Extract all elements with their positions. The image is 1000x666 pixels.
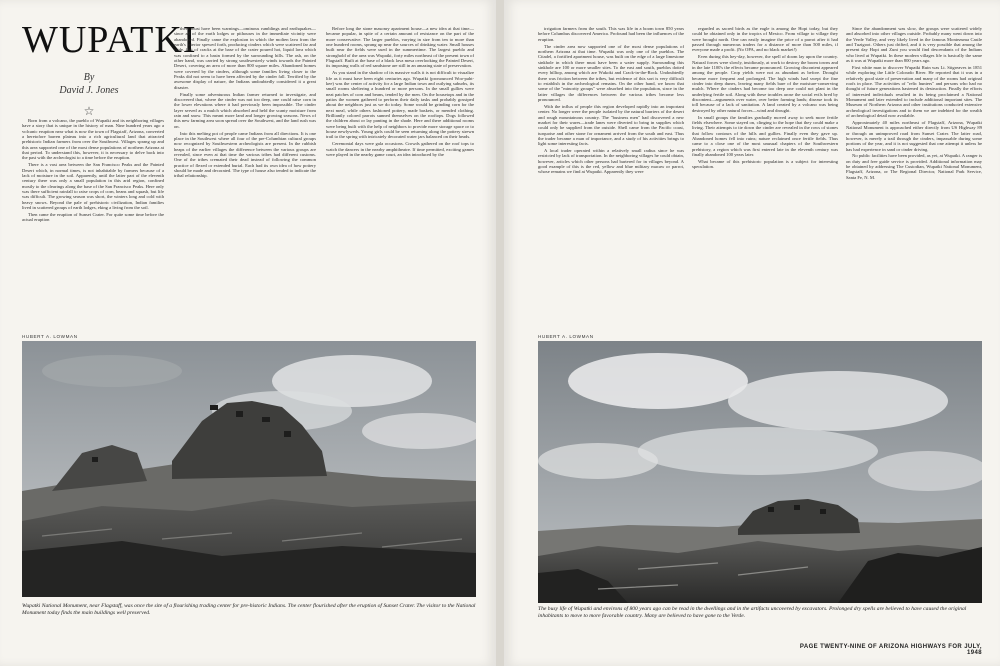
page-gutter: [496, 0, 504, 666]
paragraph: The cinder area now supported one of the most dense populations of northern Arizona at that time. Wupatki was only one of the pueblos. The Citadel, a fortified apartment house, was built on the edge of a large limestone sinkhole in which there must have been a water supply. Surrounding this sinkhole are 100 or more smaller sites. To the east and south, pueblos dotted every hilltop, among which are Wukoki and Crack-in-the-Rock. Undoubtedly there was friction between the tribes, but evidence of this sort is very difficult to establish in the archeological remains. On the other hand, we know that some of the "minority groups" were absorbed into the population, since in the latter villages the differences between the various tribes become less pronounced.: [538, 43, 684, 102]
paragraph: There is a vast area between the San Francisco Peaks and the Painted Desert which, in normal times, is not inhabitable by farmers because of a lack of moisture in the soil. Apparently, until the latter part of the eleventh century there was only a small population in this arid region, confined mostly to the clearings along the base of the San Francisco Peaks. Here only was there sufficient rainfall to raise crops of corn, beans and squash, but life was difficult. The growing season was short, the winters long and cold with heavy snows. Beyond the pale of prehistoric civilization, Indian families lived in scattered groups of earth lodges, eking a living from the soil.: [22, 162, 164, 210]
star-ornament-icon: ☆: [83, 104, 95, 118]
paragraph: there must have been warnings—ominous rumblings and earthquakes—since all of the earth lodges or pithouses in the immediate vicinity were abandoned. Finally came the explosion in which the molten lava from the earth's interior spewed forth, producing cinders which were scattered far and wide. Out of cracks at the base of the crater poured hot, liquid lava which was confined to a basin formed by the surrounding hills. The ash, on the other hand, was carried by strong southwesterly winds towards the Painted Desert, covering an area of more than 800 square miles. Abandoned homes were covered by the cinders, although some families living closer to the Peaks did not seem to have been affected by the cinder fall. Terrified by the awesome display of nature, the Indians undoubtedly considered it a great disaster.: [174, 26, 316, 90]
paragraph: A local trader operated within a relatively small radius since he was restricted by lack of transportation. In the neighboring villages he could obtain, however, articles which other persons had bartered for in villages beyond. A good example of this is the red, yellow and blue military macaw or parrot, whose remains we find at Wupatki. Apparently they were: [538, 148, 684, 175]
page-footer: PAGE TWENTY-NINE OF ARIZONA HIGHWAYS FOR JULY, 1948: [799, 644, 982, 656]
photo-credit-left: HUBERT A. LOWMAN: [22, 334, 78, 339]
photo-caption-left: Wupatki National Monument, near Flagstaff, was once the site of a flourishing trading center for pre-historic Indians. The center flourished after the eruption of Sunset Crater. The visitor to the National Monument today finds the main buildings well preserved.: [22, 603, 476, 616]
paragraph: Born from a volcano, the pueblo of Wupatki and its neighboring villages have a story that is unique in the history of man. Nine hundred years ago a volcanic eruption near what is now the town of Flagstaff, Arizona, converted a heretofore barren plateau into a rich agricultural land that attracted prehistoric Indian farmers from over the Southwest. Villages sprang up and this area supported one of the most dense populations of northern Arizona at that period. To understand this, however, it is necessary to delve back into the past with the archeologist to a time before the eruption.: [22, 118, 164, 161]
byline-by: By: [83, 72, 95, 83]
paragraph: Then came the eruption of Sunset Crater. For quite some time before the actual eruption: [22, 211, 164, 223]
paragraph: Even during this hey-day, however, the spell of doom lay upon the country. Natural forces were slowly, insidiously, at work to destroy the boom towns and in the late 1100's the effects became pronounced. Growing discontent appeared among the people. Crop yields were not as abundant as before. Drought became more frequent and prolonged. The high winds had swept the fine cinder into deep dunes, leaving many fields bare of the moisture-conserving mulch. Where the cinders had become too deep one could not plant in the underlying fertile soil. Along with these troubles arose the social evils bred by discontent—arguments over water, over better farming lands; disease took its toll because of a lack of sanitation. A land created by a volcano was being destroyed by other natural forces—wind and drought.: [692, 54, 838, 113]
right-column-2: [692, 26, 838, 332]
left-column-1: [22, 118, 164, 332]
photo-caption-right: The busy life of Wupatki and environs of 800 years ago can be read in the dwellings and in the artifacts uncovered by excavators. Prolonged dry spells are believed to have caused the original inhabitants to move to more favorable country. Many are believed to have gone to the Verde.: [538, 606, 967, 619]
paragraph: irrigation farmers from the south. This was life in a boom town 850 years before Columbus discovered America. Profound had been the influences of the eruption.: [538, 26, 684, 42]
paragraph: Into this melting pot of people came Indians from all directions. It is one place in the Southwest where all four of the pre-Columbian cultural groups now recognized by Southwestern archeologists are present. In the rubbish heaps of the earlier villages the difference between the various groups are revealed, since even at that time the various tribes had different customs. One of the tribes cremated their dead instead of following the common practice of flexed or extended burial. Each had its own idea of how pottery should be made and decorated. The type of house also tended to indicate the tribal relationship.: [174, 130, 316, 179]
paragraph: No public facilities have been provided, as yet, at Wupatki. A ranger is on duty and free guide service is provided. Additional information may be obtained by addressing The Custodian, Wupatki National Monument, Flagstaff, Arizona, or The Regional Director, National Park Service, Santa Fe, N. M.: [846, 153, 982, 180]
left-column-2: [174, 26, 316, 332]
article-title: WUPATKI: [22, 19, 197, 61]
title-block: [22, 19, 197, 119]
author-name: David J. Jones: [59, 85, 119, 96]
paragraph: Finally some adventurous Indian farmer returned to investigate, and discovered that, where the cinder was not too deep, one could raise corn in the lower elevations where it had previously been impossible. The cinder layer served as a mulch which absorbed and held the scanty moisture from rain and snow. This meant more land and longer growing seasons. News of this new farming area soon spread over the Southwest, and the land rush was on.: [174, 91, 316, 129]
paragraph: As you stand in the shadow of its massive walls it is not difficult to visualize life as it must have been eight centuries ago. Wupatki (pronounced Woo-paht-kee) was the center of activity for a large Indian town and outlying suburbs, its small rooms sheltering a hundred or more persons. In the small gullies were neat patches of corn and beans, tended by the men. On the housetops and in the patios the women gathered to perform their daily tasks and probably gossiped about the neighbors just as we do today. Some would be grinding corn for the next meal, while others fashioned pottery, made baskets, or mended clothing. Brilliantly colored parrots sunned themselves on the rooftops. Dogs followed the children about or lay panting in the shade. Here and there additional rooms were being built with the help of neighbors to provide more storage space or to house newlyweds. Young girls could be seen returning along the pottery strewn trail to the spring with intricately decorated water jars balanced on their heads.: [326, 70, 474, 140]
paragraph: regarded as sacred birds as the eagle is among the Hopi today, but they could be obtained only in the tropics of Mexico. From village to village they were brought north. One can easily imagine the price of a parrot after it had passed through numerous traders for a distance of more than 500 miles, if everyone made a profit. (No OPA, and no black market!): [692, 26, 838, 53]
right-page: [504, 0, 1000, 666]
ruins-illustration-left: [22, 341, 476, 597]
paragraph: With the influx of people this region developed rapidly into an important center. No longer were the people isolated by the natural barriers of the desert and rough mountainous country. The "business men" had discovered a new market for their wares—trade lanes were diverted to bring in supplies which could only be supplied from the outside. Shell came from the Pacific coast, turquoise and other stone for ornament arrived from the south and east. Thus the trader became a man of importance, and a study of his activities brings to light some interesting facts.: [538, 103, 684, 147]
paragraph: What became of this prehistoric population is a subject for interesting speculation.: [692, 158, 838, 170]
wupatki-ruins-photo-right: [538, 341, 982, 603]
paragraph: Since the abandonment was slow, the groups were scattered widely and absorbed into other villages outside. Probably many went down into the Verde Valley, and very likely lived in the famous Montezuma Castle and Tuzigoot. Others just drifted, and it is very possible that among the present day Hopi and Zuni you would find descendants of the Indians who lived at Wupatki. In these modern villages life is basically the same as it was at Wupatki more than 800 years ago.: [846, 26, 982, 64]
paragraph: Before long the stone masonry apartment house—a new idea at that time—became popular, in spite of a certain amount of resistance on the part of the more conservative. The larger pueblos, varying in size from ten to more than one hundred rooms, sprang up near the sources of drinking water. Small houses built near the fields were used in the summertime. The largest pueblo and stronghold of the area was Wupatki, forty miles northeast of the present town of Flagstaff. Built at the base of a black lava mesa overlooking the Painted Desert, its imposing walls of red sandstone are still in an amazing state of preservation.: [326, 26, 474, 69]
paragraph: First white man to discover Wupatki Ruin was Lt. Sitgreaves in 1851 while exploring the Little Colorado River. He reported that it was in a relatively good state of preservation and many of the rooms had original roofs in place. The activities of "relic hunters" and persons who had no thought of future generations hastened its destruction. Finally the efforts of interested individuals resulted in its being proclaimed a National Monument and later extended to include additional important sites. The Museum of Northern Arizona and other institutions conducted extensive archeological investigations and to them we are indebted for the wealth of archeological detail now available.: [846, 64, 982, 118]
photo-credit-right: HUBERT A. LOWMAN: [538, 334, 594, 339]
right-column-3: [846, 26, 982, 332]
left-page: [0, 0, 496, 666]
right-column-1: [538, 26, 684, 332]
paragraph: In small groups the families gradually moved away to seek more fertile fields elsewhere. Some stayed on, clinging to the hope that they could make a living. Their attempts to tie down the cinder are revealed in the rows of stones that follow contours of the hills and gullies. Finally even they gave up. Abandoned homes fell into ruins; nature reclaimed once fertile fields. Thus came to a close one of the most unusual chapters of the Southwestern prehistory, a region which was first entered late in the eleventh century was finally abandoned 100 years later.: [692, 114, 838, 157]
left-column-3: [326, 26, 474, 332]
wupatki-ruins-photo-left: [22, 341, 476, 597]
paragraph: Approximately 40 miles northeast of Flagstaff, Arizona, Wupatki National Monument is approached either directly from US Highway 89 or through an unimproved road from Sunset Crater. The latter road, however, is merely a trail through the cinders, impassable during some portions of the year, and it is not suggested that one attempt it unless he has had experience in sand or cinder driving.: [846, 119, 982, 152]
ruins-illustration-right: [538, 341, 982, 603]
paragraph: Ceremonial days were gala occasions. Crowds gathered on the roof tops to watch the dancers in the nearby amphitheatre. If time permitted, exciting games were played in the nearby game court, an idea introduced by the: [326, 141, 474, 157]
